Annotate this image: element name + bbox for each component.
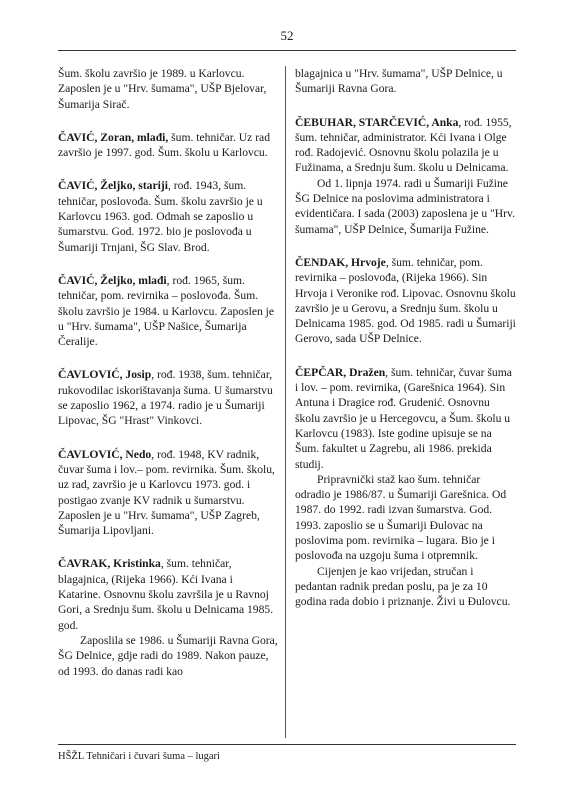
entry-text: blagajnica u "Hrv. šumama", UŠP Delnice, u Šumariji Ravna Gora.	[295, 67, 503, 96]
entry-cepcar-drazen	[295, 365, 517, 610]
entry-cendak-hrvoje	[295, 255, 517, 347]
entry-text: ČAVRAK, Kristinka, šum. tehničar, blagajnica, (Rijeka 1966). Kći Ivana i Katarine. Osnovnu školu završila je u Ravnoj Gori, a Srednju šum. školu u Delnicama 1985. god.	[58, 557, 274, 632]
entry-text: ČAVLOVIĆ, Josip, rođ. 1938, šum. tehničar, rukovodilac iskorištavanja šuma. U šumarstvu se zaposlio 1962, a 1974. radio je u Šumariji Lipovac, ŠG "Hrast" Vinkovci.	[58, 368, 273, 428]
entry-cavlovic-josip	[58, 367, 278, 428]
right-column	[295, 66, 517, 628]
entry-name: ČAVIĆ, Željko, mlađi	[58, 273, 167, 287]
entry-cebuhar-anka	[295, 115, 517, 237]
entry-name: ČAVLOVIĆ, Nedo	[58, 447, 152, 461]
entry-name: ČAVRAK, Kristinka	[58, 557, 161, 571]
header-rule	[58, 50, 516, 51]
entry-text: ČEBUHAR, STARČEVIĆ, Anka, rođ. 1955, šum. tehničar, administrator. Kći Ivana i Olge rođ. Radojević. Osnovnu školu polazila je u Fužinama, a Srednju šum. školu u Delnicama.	[295, 115, 512, 175]
entry-continued	[295, 66, 517, 97]
entry-cavrak-kristinka	[58, 556, 278, 678]
column-divider	[285, 66, 286, 738]
entry-name: ČAVIĆ, Željko, stariji	[58, 179, 168, 193]
entry-text: Zaposlila se 1986. u Šumariji Ravna Gora, ŠG Delnice, gdje radi do 1989. Nakon pauze, od 1993. do danas radi kao	[58, 633, 278, 678]
footer-rule	[58, 744, 516, 745]
entry-text: ČAVIĆ, Zoran, mlađi, šum. tehničar. Uz rad završio je 1997. god. Šum. školu u Karlovcu.	[58, 130, 270, 160]
entry-text: Šum. školu završio je 1989. u Karlovcu. Zaposlen je u "Hrv. šumama", UŠP Bjelovar, Šumarija Sirač.	[58, 67, 267, 111]
page-number: 52	[280, 28, 294, 43]
entry-name: ČEBUHAR, STARČEVIĆ, Anka	[295, 115, 459, 129]
entry-name: ČAVLOVIĆ, Josip	[58, 368, 152, 382]
entry-text: ČAVLOVIĆ, Nedo, rođ. 1948, KV radnik, čuvar šuma i lov.– pom. revirnika. Šum. školu, uz rad, završio je u Karlovcu 1973. god. i postigao zvanje KV radnik u šumarstvu. Zaposlen je u "Hrv. šumama", UŠP Zagreb, Šumarija Lipovljani.	[58, 447, 275, 538]
entry-text: Pripravnički staž kao šum. tehničar odradio je 1986/87. u Šumariji Garešnica. Od 1987. do 1992. radi izvan šumarstva. God. 1993. zaposlio se u Šumariji Đulovac na poslovima pom. revirnika – lugara. Bio je i poslovođa na uzgoju šuma i otpremnik.	[295, 472, 507, 563]
entry-name: ČAVIĆ, Zoran, mlađi,	[58, 130, 169, 144]
entry-text: ČEPČAR, Dražen, šum. tehničar, čuvar šuma i lov. – pom. revirnika, (Garešnica 1964). Sin Antuna i Dragice rođ. Grudenić. Osnovnu školu završio je u Hercegovcu, a Šum. školu u Karlovcu (1983). Iste godine upisuje se na Šum. fakultet u Zagrebu, ali 1986. prekida studij.	[295, 365, 512, 471]
entry-text: ČAVIĆ, Željko, mlađi, rođ. 1965, šum. tehničar, pom. revirnika – poslovođa. Šum. školu završio je 1984. u Karlovcu. Zaposlen je u "Hrv. šumama", UŠP Našice, Šumarija Čeralije.	[58, 273, 275, 349]
left-column	[58, 66, 278, 697]
entry-text: Cijenjen je kao vrijedan, stručan i pedantan radnik predan poslu, pa je za 10 godina rada dobio i priznanje. Živi u Đulovcu.	[295, 564, 511, 609]
entry-cavic-zeljko-mladi	[58, 273, 278, 349]
entry-text: ČENDAK, Hrvoje, šum. tehničar, pom. revirnika – poslovođa, (Rijeka 1966). Sin Hrvoja i Veronike rođ. Lipovac. Osnovnu školu završio je u Gerovu, a Srednju šum. školu u Delnicama 1985. god. Od 1985. radi u Šumariji Gerovo, sada UŠP Delnice.	[295, 255, 516, 346]
entry-cavic-zeljko-stariji	[58, 178, 278, 254]
entry-name: ČEPČAR, Dražen	[295, 365, 386, 379]
entry-name: ČENDAK, Hrvoje	[295, 255, 386, 269]
entry-cavic-zoran	[58, 130, 278, 161]
entry-text: Od 1. lipnja 1974. radi u Šumariji Fužine ŠG Delnice na poslovima administratora i evidentičara. I sada (2003) zaposlena je u "Hrv. šumama", UŠP Delnice, Šumarija Fužine.	[295, 176, 515, 236]
entry-continued	[58, 66, 278, 112]
footer-text: HŠŽL Tehničari i čuvari šuma – lugari	[58, 751, 220, 762]
entry-cavlovic-nedo	[58, 447, 278, 539]
entry-text: ČAVIĆ, Željko, stariji, rođ. 1943, šum. tehničar, poslovođa. Šum. školu završio je u Karlovcu 1963. god. Odmah se zaposlio u šumarstvu. God. 1972. bio je poslovođa u Šumariji Trnjani, ŠG Slav. Brod.	[58, 179, 263, 254]
